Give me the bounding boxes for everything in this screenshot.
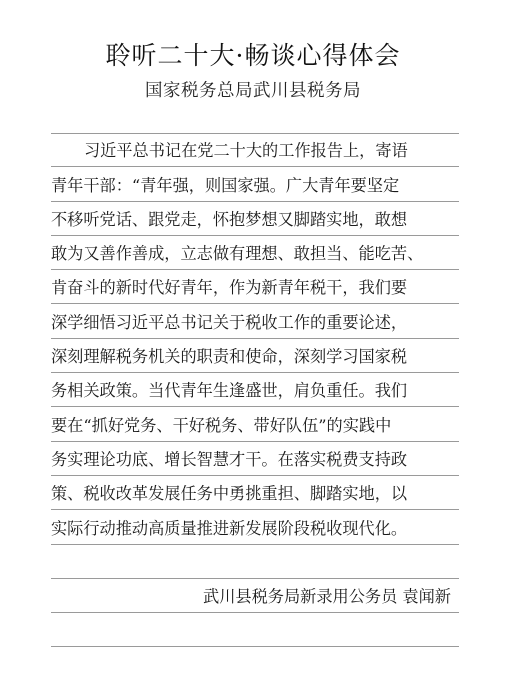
signature-line — [51, 579, 459, 613]
text-line — [51, 270, 459, 304]
text-line — [51, 202, 459, 236]
author-signature: 武川县税务局新录用公务员 袁闻新 — [203, 587, 451, 607]
text-line — [51, 476, 459, 510]
line-text: 习近平总书记在党二十大的工作报告上，寄语 — [84, 141, 408, 161]
line-text: 深刻理解税务机关的职责和使命，深刻学习国家税 — [51, 347, 408, 367]
text-line — [51, 407, 459, 441]
line-text: 深学细悟习近平总书记关于税收工作的重要论述， — [51, 312, 408, 332]
page-title: 聆听二十大·畅谈心得体会 — [105, 41, 401, 70]
line-text: 策、税收改革发展任务中勇挑重担、脚踏实地，以 — [51, 484, 408, 504]
blank-line — [51, 613, 459, 647]
text-line — [51, 442, 459, 476]
line-text: 不移听党话、跟党走，怀抱梦想又脚踏实地，敢想 — [51, 209, 408, 229]
text-line — [51, 167, 459, 201]
text-line — [51, 339, 459, 373]
text-line — [51, 373, 459, 407]
essay-body — [51, 133, 459, 647]
line-text: 务实理论功底、增长智慧才干。在落实税费支持政 — [51, 449, 408, 469]
line-text: 青年干部：“青年强，则国家强。广大青年要坚定 — [51, 175, 400, 195]
text-line — [51, 133, 459, 167]
text-line — [51, 304, 459, 338]
text-line — [51, 510, 459, 544]
line-text: 务相关政策。当代青年生逢盛世，肩负重任。我们 — [51, 381, 408, 401]
organization-subtitle: 国家税务总局武川县税务局 — [145, 81, 361, 101]
blank-line — [51, 545, 459, 579]
text-line — [51, 236, 459, 270]
line-text: 敢为又善作善成，立志做有理想、敢担当、能吃苦、 — [51, 244, 424, 264]
line-text: 肯奋斗的新时代好青年，作为新青年税干，我们要 — [51, 278, 408, 298]
line-text: 要在“抓好党务、干好税务、带好队伍”的实践中 — [51, 415, 392, 435]
line-text: 实际行动推动高质量推进新发展阶段税收现代化。 — [51, 518, 408, 538]
